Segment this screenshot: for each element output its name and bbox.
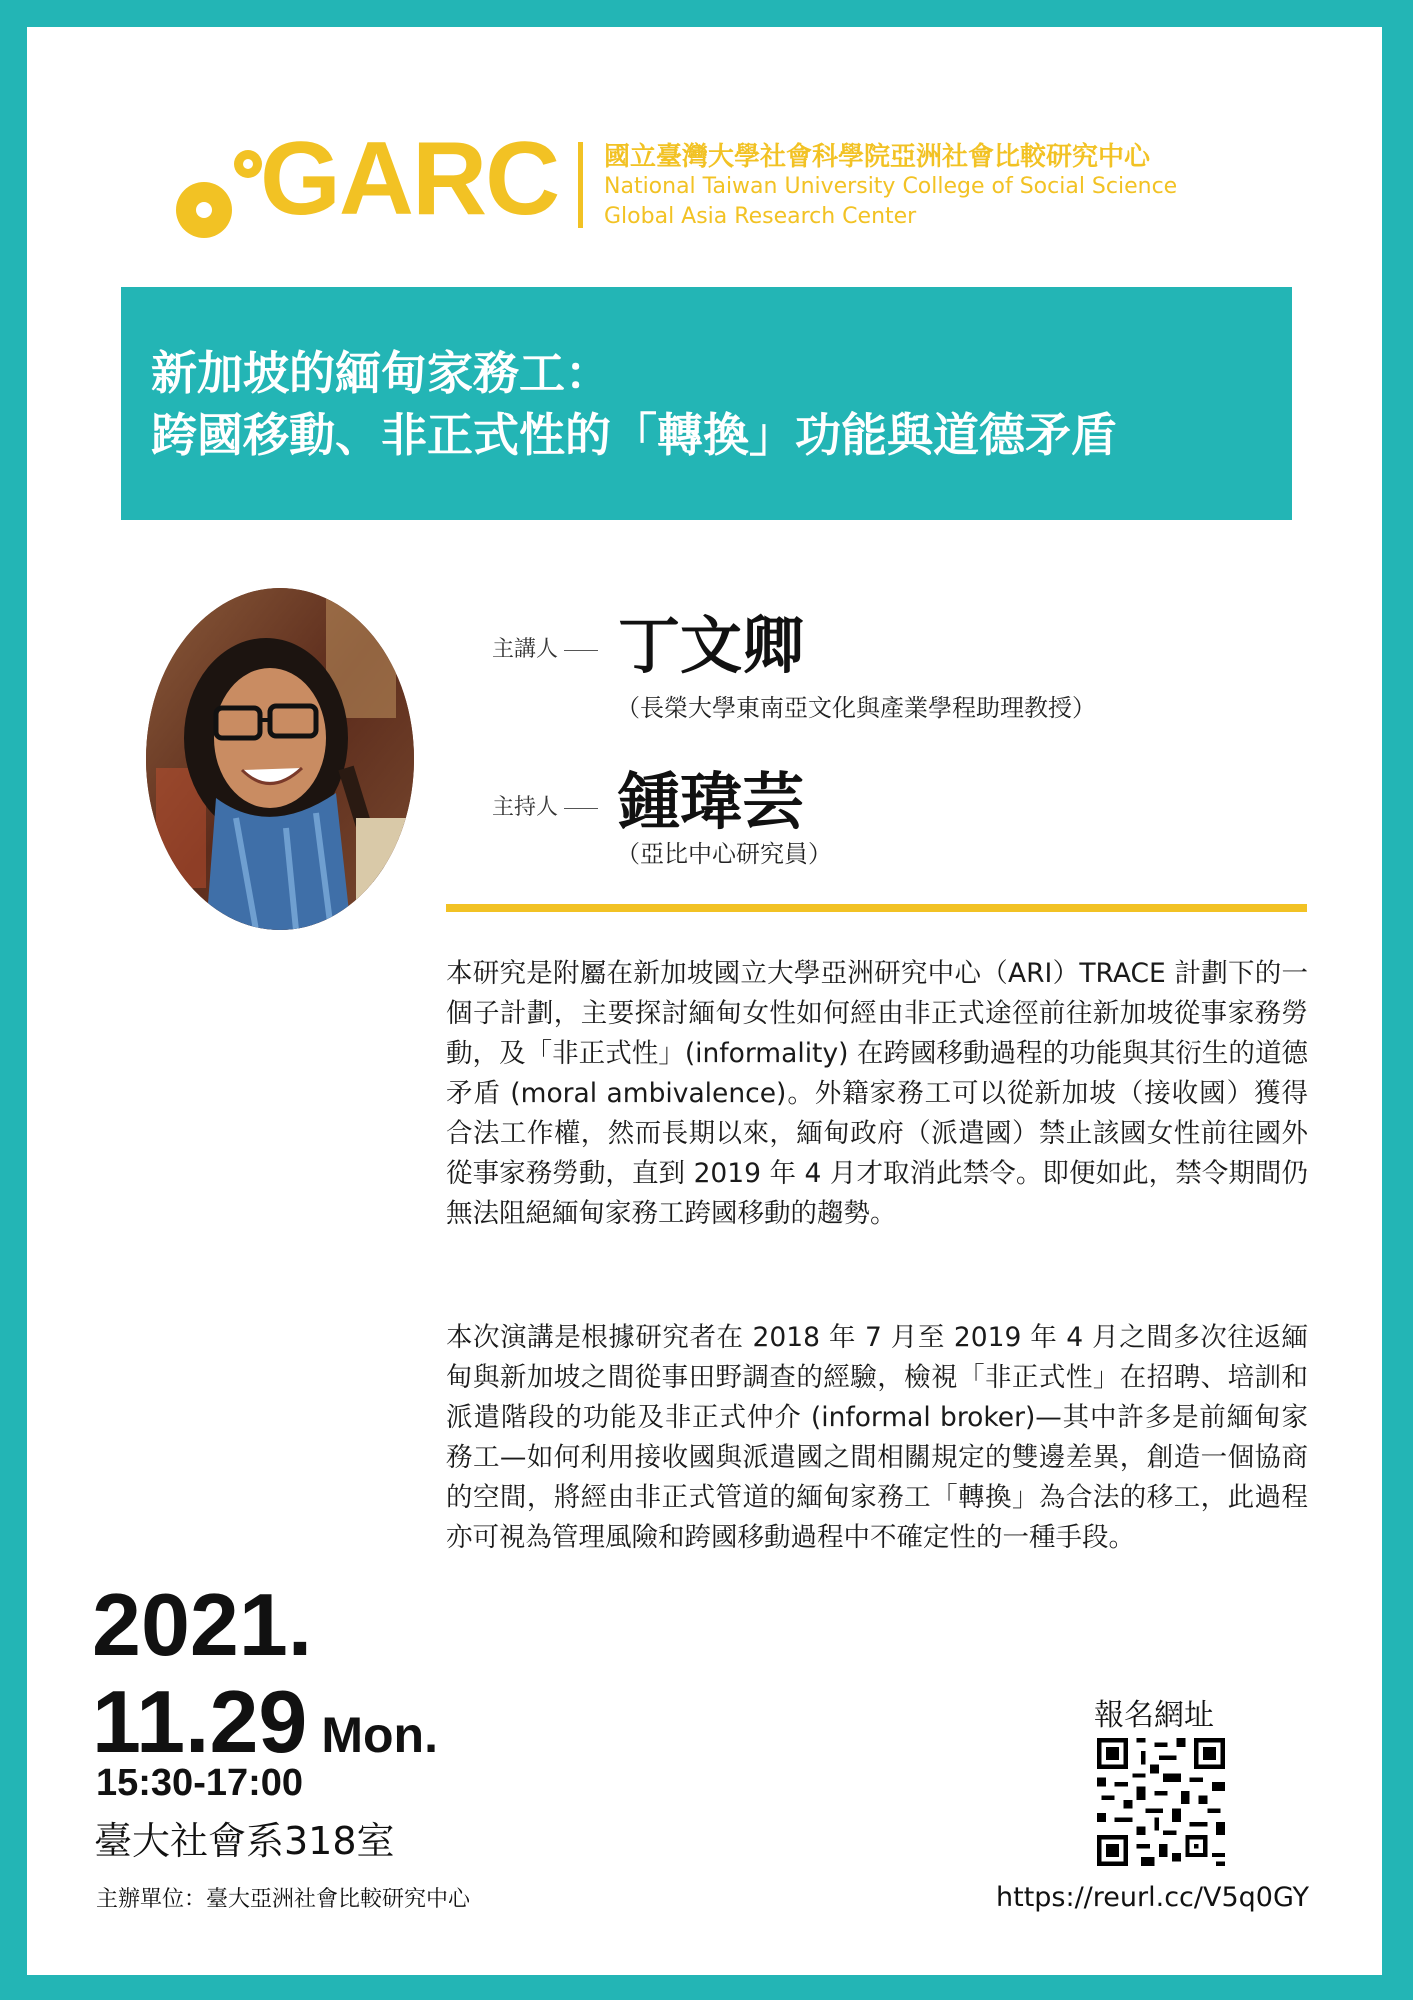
logo-name-cn: 國立臺灣大學社會科學院亞洲社會比較研究中心	[604, 142, 1151, 172]
talk-title-line1: 新加坡的緬甸家務工：	[151, 346, 611, 400]
title-band	[121, 287, 1292, 520]
garc-logo	[168, 121, 1228, 238]
speaker-photo-image	[146, 588, 414, 930]
speaker-name: 丁文卿	[618, 609, 805, 682]
host-role-label	[492, 790, 598, 821]
event-month-day: 11.29	[92, 1672, 308, 1771]
abstract-paragraph-1: 本研究是附屬在新加坡國立大學亞洲研究中心（ARI）TRACE 計劃下的一個子計劃，主要探討緬甸女性如何經由非正式途徑前往新加坡從事家務勞動，及「非正式性」(informality) 在跨國移動過程的功能與其衍生的道德矛盾 (moral ambivalence)。外籍家務工可以從新加坡（接收國）獲得合法工作權，然而長期以來，緬甸政府（派遣國）禁止該國女性前往國外從事家務勞動，直到 2019 年 4 月才取消此禁令。即便如此，禁令期間仍無法阻絕緬甸家務工跨國移動的趨勢。	[446, 958, 1308, 1229]
logo-name-en-line2: Global Asia Research Center	[604, 204, 917, 229]
registration-label: 報名網址	[1094, 1698, 1214, 1733]
event-time: 15:30-17:00	[96, 1762, 304, 1804]
host-role-text: 主持人	[492, 795, 559, 820]
speaker-affiliation: （長榮大學東南亞文化與產業學程助理教授）	[616, 694, 1096, 722]
speaker-photo	[146, 588, 414, 930]
speaker-role-dash	[564, 650, 598, 651]
logo-name-en-line1: National Taiwan University College of Social Science	[604, 174, 1178, 199]
logo-divider	[578, 142, 583, 228]
host-name: 鍾瑋芸	[618, 765, 805, 838]
host-affiliation: （亞比中心研究員）	[616, 840, 832, 868]
speaker-role-text: 主講人	[492, 637, 559, 662]
registration-url[interactable]: https://reurl.cc/V5q0GY	[996, 1882, 1310, 1913]
event-year: 2021.	[92, 1575, 313, 1674]
qr-code-icon[interactable]	[1091, 1738, 1231, 1866]
logo-wordmark: GARC	[260, 121, 559, 237]
abstract-paragraph-2: 本次演講是根據研究者在 2018 年 7 月至 2019 年 4 月之間多次往返緬甸與新加坡之間從事田野調查的經驗，檢視「非正式性」在招聘、培訓和派遣階段的功能及非正式仲介 (informal broker)—其中許多是前緬甸家務工—如何利用接收國與派遣國之間相關規定的雙邊差異，創造一個協商的空間，將經由非正式管道的緬甸家務工「轉換」為合法的移工，此過程亦可視為管理風險和跨國移動過程中不確定性的一種手段。	[446, 1322, 1308, 1553]
host-role-dash	[564, 808, 598, 809]
speaker-role-label	[492, 632, 598, 663]
event-organizer: 主辦單位：臺大亞洲社會比較研究中心	[96, 1887, 471, 1912]
logo-name-en	[604, 172, 1177, 232]
event-venue: 臺大社會系318室	[94, 1819, 395, 1863]
section-divider	[446, 904, 1307, 912]
talk-title-line2: 跨國移動、非正式性的「轉換」功能與道德矛盾	[151, 408, 1117, 462]
event-weekday: Mon.	[321, 1707, 438, 1763]
